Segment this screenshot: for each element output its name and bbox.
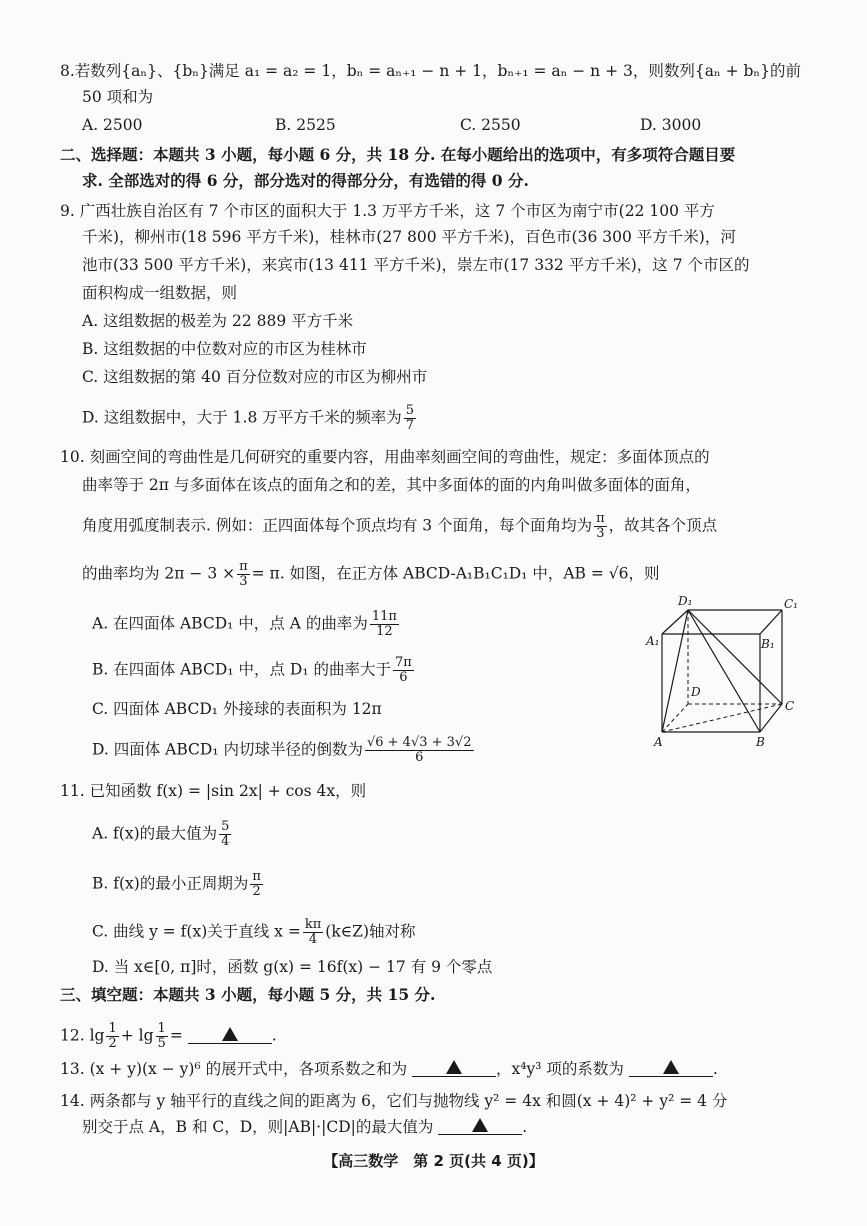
q14-answer-blank[interactable]: [438, 1116, 522, 1135]
q9-option-b: B. 这组数据的中位数对应的市区为桂林市: [82, 340, 367, 358]
label-A: A: [654, 735, 663, 749]
q13-answer-blank-1[interactable]: [412, 1058, 496, 1077]
q9-option-c: C. 这组数据的第 40 百分位数对应的市区为柳州市: [82, 368, 428, 386]
q9-option-d: [82, 404, 418, 433]
q10-stem-line2: 曲率等于 2π 与多面体在该点的面角之和的差，其中多面体的面的内角叫做多面体的面角，: [82, 476, 701, 494]
triangle-icon: [663, 1060, 679, 1074]
q9-stem-line3: 池市(33 500 平方千米)，来宾市(13 411 平方千米)，崇左市(17 332 平方千米)，这 7 个市区的: [82, 256, 750, 274]
q10-option-a-fraction: $\frac{11\pi}{12}$: [371, 609, 397, 639]
q11-option-a: A. f(x)的最大值为 $\frac{5}{4}$: [92, 819, 230, 849]
q11-option-b-fraction: $\frac{\pi}{2}$: [252, 869, 261, 899]
q9-option-d-text: D. 这组数据中，大于 1.8 万平方千米的频率为: [82, 408, 402, 427]
section2-heading-line1: 二、选择题：本题共 3 小题，每小题 6 分，共 18 分. 在每小题给出的选项中，有多项符合题目要: [60, 145, 736, 164]
label-A1: A₁: [646, 634, 660, 648]
q10-pi-over-3-a: $\frac{\pi}{3}$: [596, 511, 605, 541]
q11-option-a-fraction: $\frac{5}{4}$: [221, 819, 230, 849]
q11-option-b: B. f(x)的最小正周期为 $\frac{\pi}{2}$: [92, 869, 261, 899]
q8-option-a: A. 2500: [82, 116, 143, 134]
q11-stem: 11. 已知函数 f(x) = |sin 2x| + cos 4x，则: [60, 782, 367, 800]
q10-stem-line4: 的曲率均为 2π − 3 × $\frac{\pi}{3}$ = π. 如图，在正方体 ABCD-A₁B₁C₁D₁ 中，AB = √6，则: [82, 559, 660, 589]
page-footer: 【高三数学 第 2 页(共 4 页)】: [323, 1152, 544, 1170]
q10-stem-line3: 角度用弧度制表示. 例如：正四面体每个顶点均有 3 个面角，每个面角均为 $\frac{\pi}{3}$ ，故其各个顶点: [82, 511, 718, 541]
q12-line: 12. lg $\frac{1}{2}$ + lg $\frac{1}{5}$ = .: [60, 1021, 277, 1051]
triangle-icon: [472, 1118, 488, 1132]
q11-option-c-fraction: $\frac{k\pi}{4}$: [304, 917, 322, 947]
q12-fraction-1: $\frac{1}{2}$: [108, 1021, 117, 1051]
edge-B1C1: [760, 610, 782, 634]
label-C1: C₁: [784, 597, 798, 611]
q9-option-a: A. 这组数据的极差为 22 889 平方千米: [82, 312, 354, 330]
q10-option-b-fraction: $\frac{7\pi}{6}$: [394, 655, 412, 685]
q9-option-d-fraction: $\frac{5}{7}$: [405, 403, 415, 433]
label-C: C: [785, 699, 795, 713]
q13-line: 13. (x + y)(x − y)⁶ 的展开式中，各项系数之和为 ，x⁴y³ 项的系数为 .: [60, 1060, 718, 1078]
q12-answer-blank[interactable]: [188, 1025, 272, 1044]
q8-stem-line2: 50 项和为: [82, 88, 154, 106]
triangle-icon: [446, 1060, 462, 1074]
edge-D1A: [662, 610, 688, 732]
q8-option-d: D. 3000: [640, 116, 702, 134]
q9-stem-line4: 面积构成一组数据，则: [82, 284, 238, 302]
q10-stem-line1: 10. 刻画空间的弯曲性是几何研究的重要内容，用曲率刻画空间的弯曲性，规定：多面体顶点的: [60, 448, 710, 466]
q10-option-d-fraction: $\frac{√6 + 4√3 + 3√2}{6}$: [366, 735, 472, 765]
label-D1: D₁: [678, 594, 693, 608]
q8-option-b: B. 2525: [275, 116, 336, 134]
edge-AD-hidden: [662, 704, 688, 732]
q12-fraction-2: $\frac{1}{5}$: [157, 1021, 166, 1051]
label-D: D: [691, 685, 701, 699]
q8-option-c: C. 2550: [460, 116, 521, 134]
section3-heading: 三、填空题：本题共 3 小题，每小题 5 分，共 15 分.: [60, 985, 436, 1004]
q14-stem-line2: 别交于点 A，B 和 C，D，则|AB|·|CD|的最大值为 .: [82, 1118, 528, 1136]
q14-stem-line1: 14. 两条都与 y 轴平行的直线之间的距离为 6，它们与抛物线 y² = 4x 和圆(x + 4)² + y² = 4 分: [60, 1092, 728, 1110]
cube-figure: [640, 592, 810, 752]
q8-stem-line1: 8.若数列{aₙ}、{bₙ}满足 a₁ = a₂ = 1，bₙ = aₙ₊₁ − n + 1，bₙ₊₁ = aₙ − n + 3，则数列{aₙ + bₙ}的前: [60, 62, 802, 80]
q9-stem-line1: 9. 广西壮族自治区有 7 个市区的面积大于 1.3 万平方千米，这 7 个市区为南宁市(22 100 平方: [60, 202, 715, 220]
q13-answer-blank-2[interactable]: [629, 1058, 713, 1077]
edge-BC: [760, 704, 782, 732]
q11-option-d: D. 当 x∈[0, π]时，函数 g(x) = 16f(x) − 17 有 9 个零点: [92, 958, 493, 976]
q11-option-c: C. 曲线 y = f(x)关于直线 x = $\frac{k\pi}{4}$ (k∈Z)轴对称: [92, 917, 416, 947]
q9-stem-line2: 千米)，柳州市(18 596 平方千米)，桂林市(27 800 平方千米)，百色市(36 300 平方千米)，河: [82, 228, 736, 246]
q10-option-d: D. 四面体 ABCD₁ 内切球半径的倒数为 $\frac{√6 + 4√3 + 3√2}{6}$: [92, 735, 472, 765]
q10-option-a: A. 在四面体 ABCD₁ 中，点 A 的曲率为 $\frac{11\pi}{12}$: [92, 609, 397, 639]
triangle-icon: [222, 1027, 238, 1041]
label-B1: B₁: [761, 637, 775, 651]
q10-option-b: B. 在四面体 ABCD₁ 中，点 D₁ 的曲率大于 $\frac{7\pi}{6}$: [92, 655, 412, 685]
label-B: B: [756, 735, 765, 749]
q10-option-c: C. 四面体 ABCD₁ 外接球的表面积为 12π: [92, 700, 382, 718]
q10-pi-over-3-b: $\frac{\pi}{3}$: [239, 559, 248, 589]
section2-heading-line2: 求. 全部选对的得 6 分，部分选对的得部分分，有选错的得 0 分.: [82, 171, 529, 190]
